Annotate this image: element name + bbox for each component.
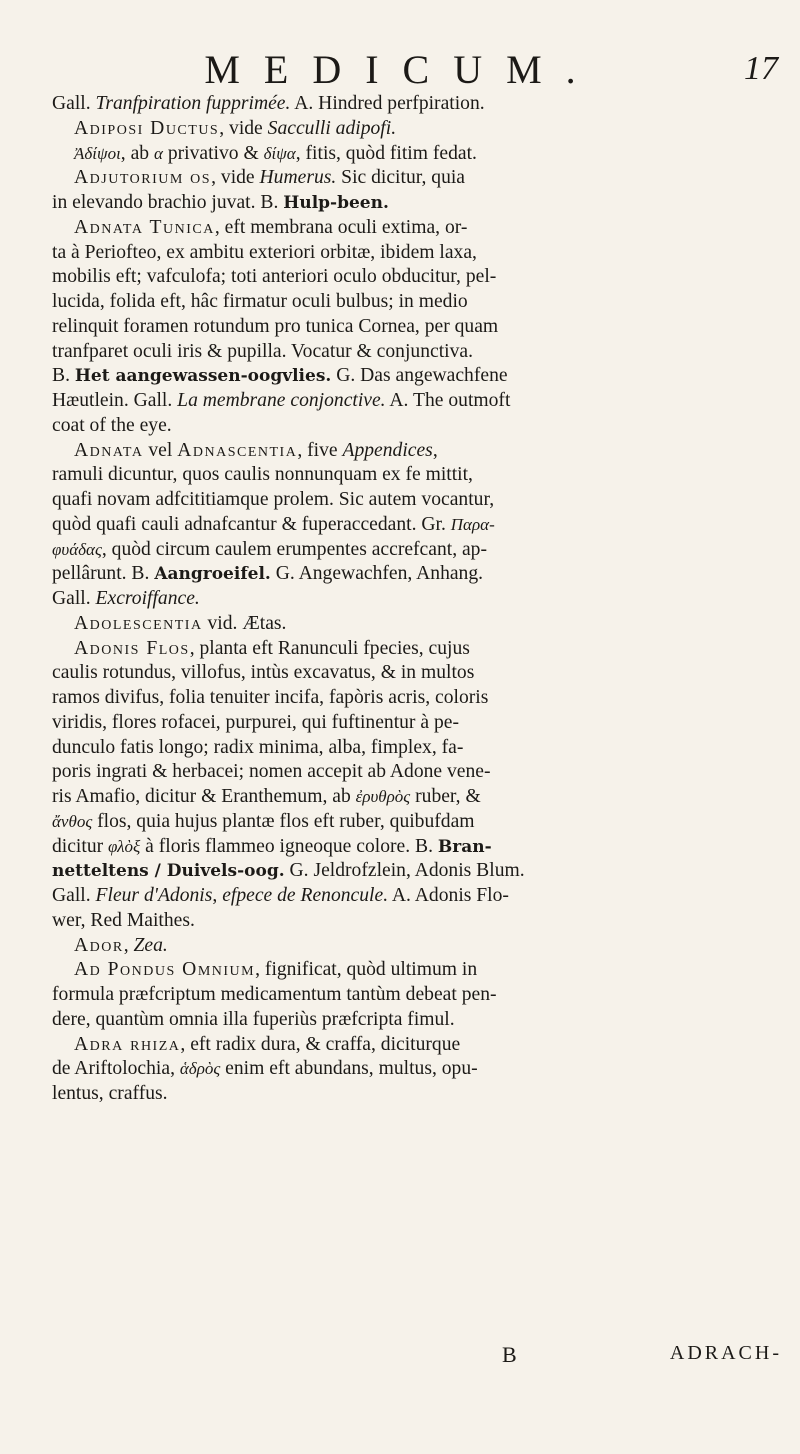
text-line — [52, 166, 782, 191]
text-line — [52, 142, 782, 167]
text-span: Adra rhiza — [74, 1033, 181, 1055]
text-line — [52, 191, 782, 216]
text-span: Adiposi Ductus — [74, 117, 220, 139]
text-line — [52, 859, 782, 884]
text-span: Adnata Tunica — [74, 216, 215, 238]
text-line — [52, 637, 782, 662]
text-line — [52, 389, 782, 414]
text-line — [52, 958, 782, 983]
text-line — [52, 612, 782, 637]
text-span: vel — [143, 439, 178, 461]
text-span: Tranfpiration fupprimée. — [95, 93, 291, 114]
text-line — [52, 513, 782, 538]
text-span: Adonis Flos — [74, 637, 190, 659]
text-span: netteltens / Duivels-oog. — [52, 861, 285, 882]
text-line — [52, 835, 782, 860]
text-span: Fleur d'Adonis — [95, 885, 213, 906]
text-span: Gall. — [52, 588, 96, 609]
text-span: , — [123, 934, 134, 956]
text-span: , planta eft Ranunculi fpecies, cujus — [189, 637, 470, 659]
text-line — [52, 538, 782, 563]
text-span: A. The outmoft — [385, 390, 511, 411]
catchword: ADRACH- — [669, 1342, 782, 1364]
text-line — [52, 1033, 782, 1058]
text-span: Adnascentia — [177, 439, 298, 461]
text-span: Ἀδίψοι — [74, 143, 121, 163]
text-line — [52, 884, 782, 909]
text-line — [52, 315, 782, 340]
text-span: B. — [52, 365, 75, 387]
text-line — [52, 414, 782, 439]
text-span: ramos divifus, folia tenuiter incifa, fapòris acris, coloris — [52, 687, 489, 708]
text-span: enim eft abundans, multus, opu- — [220, 1058, 478, 1080]
text-span: tranfparet oculi iris & pupilla. Vocatur & conjunctiva. — [52, 340, 473, 362]
text-span: quafi novam adfcititiamque prolem. Sic autem vocantur, — [52, 489, 495, 510]
text-span: dicitur — [52, 835, 109, 857]
text-span: , vide — [219, 117, 268, 139]
text-line — [52, 265, 782, 290]
text-span: φλὸξ — [108, 836, 141, 856]
text-line — [52, 909, 782, 934]
text-span: Excroiffance. — [95, 588, 200, 609]
text-span: Adjutorium os — [74, 167, 212, 189]
text-span: , — [432, 439, 438, 461]
text-span: , fignificat, quòd ultimum in — [255, 959, 478, 981]
text-span: efpece de Renoncule. — [222, 885, 389, 906]
page-footer — [52, 1342, 782, 1441]
text-line — [52, 760, 782, 785]
text-line — [52, 785, 782, 810]
text-span: , five — [297, 439, 343, 461]
text-span: Het aangewassen-oogvlies. — [74, 366, 332, 387]
text-span: Ador — [74, 934, 124, 956]
text-line — [52, 810, 782, 835]
text-span: , eft membrana oculi extima, or- — [214, 216, 468, 238]
page-number: 17 — [744, 50, 778, 87]
text-span: formula præfcriptum medicamentum tantùm debeat pen- — [52, 984, 497, 1005]
text-span: , ab — [120, 142, 154, 164]
text-span: ἄνθος — [52, 811, 93, 831]
text-line — [52, 488, 782, 513]
text-span: Zea. — [133, 934, 168, 956]
text-span: ta à Periofteo, ex ambitu exteriori orbitæ, ibidem laxa, — [52, 241, 477, 263]
text-line — [52, 463, 782, 488]
text-line — [52, 1008, 782, 1033]
text-span: quòd quafi cauli adnafcantur & fuperaccedant. Gr. — [52, 513, 451, 535]
text-span: coat of the eye. — [52, 414, 172, 436]
text-line — [52, 587, 782, 612]
text-span: de Ariftolochia, — [52, 1058, 180, 1080]
text-span: Bran- — [437, 836, 492, 857]
text-span: lucida, folida eft, hâc firmatur oculi bulbus; in medio — [52, 291, 468, 312]
text-span: privativo & — [162, 142, 264, 164]
text-span: Hulp-been. — [283, 193, 389, 213]
text-line — [52, 216, 782, 241]
text-span: Sic dicitur, quia — [336, 167, 466, 189]
text-span: caulis rotundus, villofus, intùs excavatus, & in multos — [52, 662, 475, 684]
text-span: , quòd circum caulem erumpentes accrefcant, ap- — [101, 538, 488, 560]
text-span: relinquit foramen rotundum pro tunica Cornea, per quam — [52, 315, 499, 337]
text-line — [52, 439, 782, 464]
text-span: viridis, flores rofacei, purpurei, qui fuftinentur à pe- — [52, 711, 459, 733]
text-line — [52, 1057, 782, 1082]
text-span: Παρα- — [450, 514, 495, 534]
text-line — [52, 92, 782, 117]
text-span: , vide — [211, 167, 260, 189]
text-span: flos, quia hujus plantæ flos eft ruber, quibufdam — [92, 810, 475, 832]
text-span: ἐρυθρὸς — [355, 787, 411, 806]
text-line — [52, 241, 782, 266]
text-span: vid. Ætas. — [202, 612, 287, 634]
text-span: Aangroeifel. — [154, 564, 271, 585]
text-span: Gall. — [52, 885, 96, 906]
text-span: A. Adonis Flo- — [388, 885, 509, 906]
text-span: pellârunt. B. — [52, 563, 155, 585]
text-line — [52, 934, 782, 959]
text-span: La membrane conjonctive. — [177, 390, 386, 411]
text-span: Adolescentia — [74, 612, 203, 634]
text-span: lentus, craffus. — [52, 1083, 168, 1104]
text-span: Adnata — [74, 439, 144, 461]
text-span: ris Amafio, dicitur & Eranthemum, ab — [52, 786, 356, 807]
running-head: MEDICUM. — [204, 47, 600, 92]
text-line — [52, 1082, 782, 1107]
dictionary-text-block — [52, 92, 782, 1107]
text-span: G. Jeldrofzlein, Adonis Blum. — [284, 860, 525, 882]
text-span: A. Hindred perfpiration. — [290, 93, 485, 114]
page-header — [40, 46, 800, 96]
text-line — [52, 117, 782, 142]
text-span: Appendices — [342, 439, 433, 461]
text-span: , — [212, 885, 223, 906]
text-line — [52, 290, 782, 315]
text-span: dere, quantùm omnia illa fuperiùs præfcripta fimul. — [52, 1008, 455, 1030]
signature-mark: B — [502, 1342, 517, 1367]
text-span: wer, Red Maithes. — [52, 909, 195, 931]
text-span: ἁδρὸς — [179, 1059, 221, 1079]
text-line — [52, 562, 782, 587]
text-span: Humerus. — [259, 167, 337, 189]
text-line — [52, 364, 782, 389]
text-span: Hæutlein. Gall. — [52, 390, 178, 411]
text-span: Ad Pondus Omnium — [74, 959, 256, 981]
text-span: , eft radix dura, & craffa, diciturque — [180, 1033, 461, 1055]
text-span: poris ingrati & herbacei; nomen accepit ab Adone vene- — [52, 761, 491, 783]
text-line — [52, 736, 782, 761]
text-line — [52, 983, 782, 1008]
text-span: in elevando brachio juvat. B. — [52, 192, 284, 213]
text-line — [52, 340, 782, 365]
text-span: G. Angewachfen, Anhang. — [270, 563, 484, 585]
text-line — [52, 711, 782, 736]
text-span: ramuli dicuntur, quos caulis nonnunquam ex fe mittit, — [52, 464, 473, 486]
text-span: ruber, & — [410, 786, 481, 807]
text-span: mobilis eft; vafculofa; toti anteriori oculo obducitur, pel- — [52, 266, 497, 288]
text-span: dunculo fatis longo; radix minima, alba, fimplex, fa- — [52, 736, 464, 758]
text-span: Sacculli adipofi. — [267, 117, 397, 139]
text-span: α — [154, 143, 163, 163]
text-span: φυάδας — [52, 539, 102, 559]
text-span: Gall. — [52, 93, 96, 114]
text-span: δίψα — [263, 143, 296, 163]
text-line — [52, 686, 782, 711]
text-span: à floris flammeo igneoque colore. B. — [140, 835, 438, 857]
text-span: , fitis, quòd fitim fedat. — [295, 142, 477, 164]
text-span: G. Das angewachfene — [331, 365, 508, 387]
text-line — [52, 661, 782, 686]
